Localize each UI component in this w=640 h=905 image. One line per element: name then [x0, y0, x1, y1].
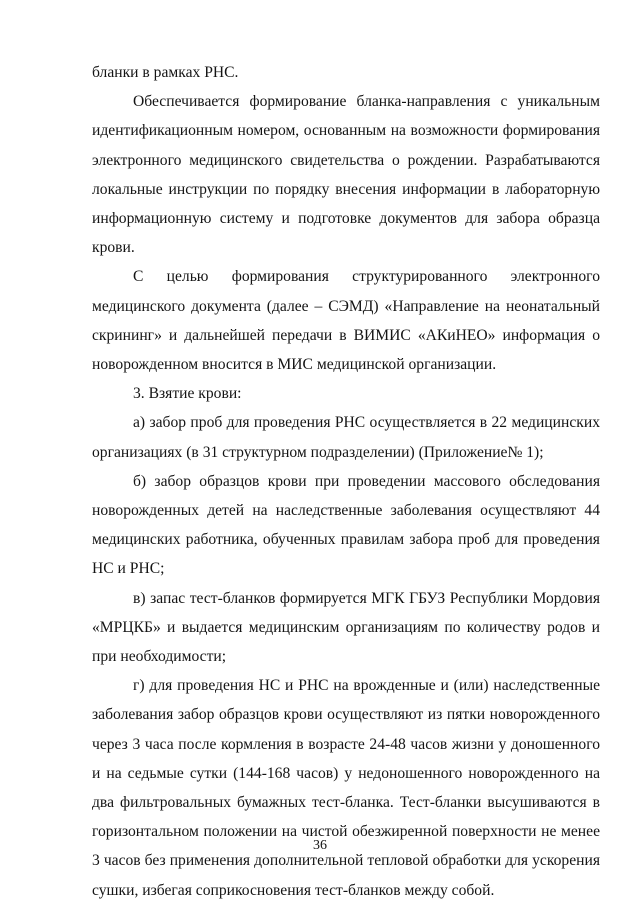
list-item-b: б) забор образцов крови при проведении массового обследования новорожденных детей на наследственные заболевания осуществляют 44 медицинских работника, обученных правилам забора проб для проведения НС и РНС; [92, 472, 600, 578]
paragraph-semd: С целью формирования структурированного электронного медицинского документа (далее – СЭМД) «Направление на неонатальный скрининг» и дальнейшей передачи в ВИМИС «АКиНЕО» информация о новорожденном вносится в МИС медицинской организации. [92, 268, 600, 374]
paragraph-blank-formation: Обеспечивается формирование бланка-направления с уникальным идентификационным номером, основанным на возможности формирования электронного медицинского свидетельства о рождении. Разрабатываются локальные инструкции по порядку внесения информации в лабораторную информационную систему и подготовке документов для забора образца крови. [92, 93, 600, 257]
paragraph-continuation: бланки в рамках РНС. [92, 64, 239, 81]
list-item-v: в) запас тест-бланков формируется МГК ГБУЗ Республики Мордовия «МРЦКБ» и выдается медицинским организациям по количеству родов и при необходимости; [92, 589, 600, 666]
list-item-g: г) для проведения НС и РНС на врожденные и (или) наследственные заболевания забор образцов крови осуществляют из пятки новорожденного через 3 часа после кормления в возрасте 24-48 часов жизни у доношенного и на седьмые сутки (144-168 часов) у недоношенного новорожденного на два фильтровальных бумажных тест-бланка. Тест-бланки высушиваются в горизонтальном положении на чистой обезжиренной поверхности не менее 3 часов без применения дополнительной тепловой обработки для ускорения сушки, избегая соприкосновения тест-бланков между собой. [92, 677, 600, 899]
list-item-a: а) забор проб для проведения РНС осуществляется в 22 медицинских организациях (в 31 структурном подразделении) (Приложение№ 1); [92, 414, 600, 461]
section-heading-blood-sampling: 3. Взятие крови: [133, 385, 242, 403]
body-text [92, 58, 600, 905]
page-number: 36 [313, 838, 327, 853]
